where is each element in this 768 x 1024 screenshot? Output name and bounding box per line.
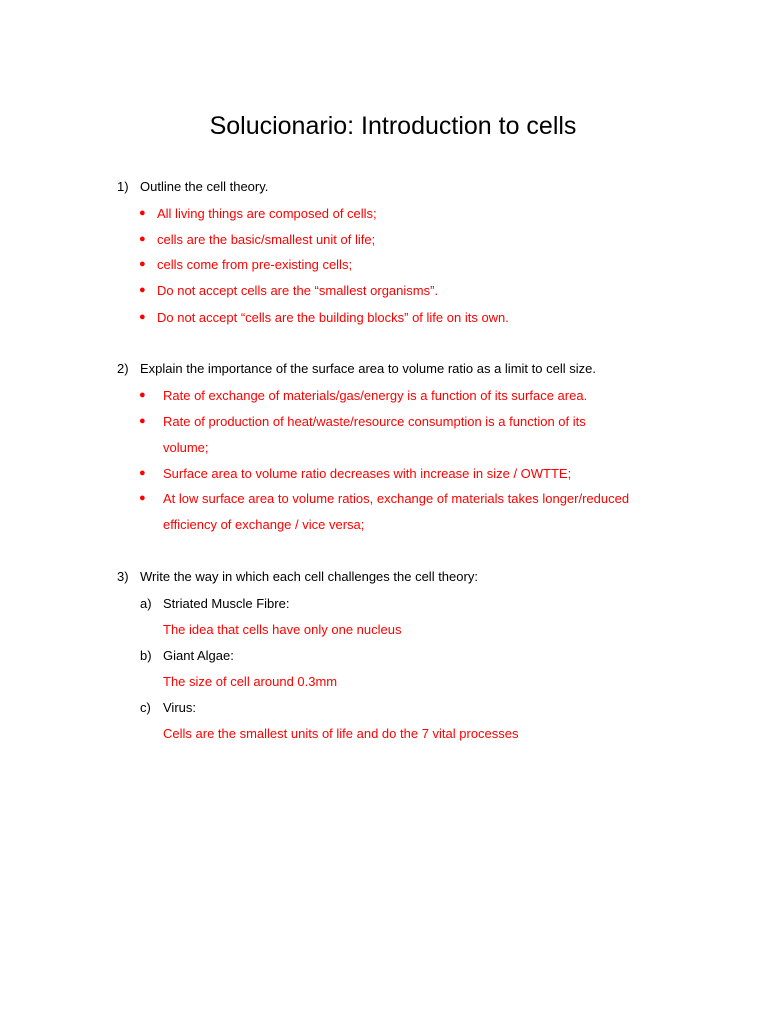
- bullet-icon: ●: [139, 415, 146, 427]
- q3-part-label: Virus:: [163, 700, 196, 715]
- q1-answer: Do not accept cells are the “smallest organisms”.: [157, 283, 439, 298]
- q2-text: Explain the importance of the surface area to volume ratio as a limit to cell size.: [140, 361, 596, 376]
- q3-part-label: Giant Algae:: [163, 648, 234, 663]
- q1-answer: cells come from pre-existing cells;: [157, 257, 353, 272]
- bullet-icon: ●: [139, 233, 146, 245]
- q3-number: 3): [117, 569, 129, 584]
- q2-answer: Surface area to volume ratio decreases with increase in size / OWTTE;: [163, 466, 572, 481]
- bullet-icon: ●: [139, 207, 146, 219]
- q3-part-answer: The idea that cells have only one nucleus: [163, 622, 402, 637]
- q3-part-letter: b): [140, 648, 152, 663]
- q1-answer: All living things are composed of cells;: [157, 206, 377, 221]
- q1-number: 1): [117, 179, 129, 194]
- bullet-icon: ●: [139, 258, 146, 270]
- q3-text: Write the way in which each cell challenges the cell theory:: [140, 569, 478, 584]
- q2-answer: Rate of production of heat/waste/resource consumption is a function of its: [163, 414, 586, 429]
- q3-part-answer: Cells are the smallest units of life and do the 7 vital processes: [163, 726, 519, 741]
- q2-answer: Rate of exchange of materials/gas/energy is a function of its surface area.: [163, 388, 588, 403]
- q3-part-letter: c): [140, 700, 151, 715]
- q1-text: Outline the cell theory.: [140, 179, 269, 194]
- bullet-icon: ●: [139, 389, 146, 401]
- page-title: Solucionario: Introduction to cells: [209, 112, 577, 140]
- q1-answer: Do not accept “cells are the building blocks” of life on its own.: [157, 310, 509, 325]
- q2-answer-continued: volume;: [163, 440, 209, 455]
- q2-answer-continued: efficiency of exchange / vice versa;: [163, 517, 365, 532]
- bullet-icon: ●: [139, 492, 146, 504]
- q3-part-answer: The size of cell around 0.3mm: [163, 674, 338, 689]
- q3-part-label: Striated Muscle Fibre:: [163, 596, 290, 611]
- bullet-icon: ●: [139, 284, 146, 296]
- q3-part-letter: a): [140, 596, 152, 611]
- q2-answer: At low surface area to volume ratios, exchange of materials takes longer/reduced: [163, 491, 630, 506]
- q1-answer: cells are the basic/smallest unit of life;: [157, 232, 376, 247]
- q2-number: 2): [117, 361, 129, 376]
- bullet-icon: ●: [139, 467, 146, 479]
- bullet-icon: ●: [139, 311, 146, 323]
